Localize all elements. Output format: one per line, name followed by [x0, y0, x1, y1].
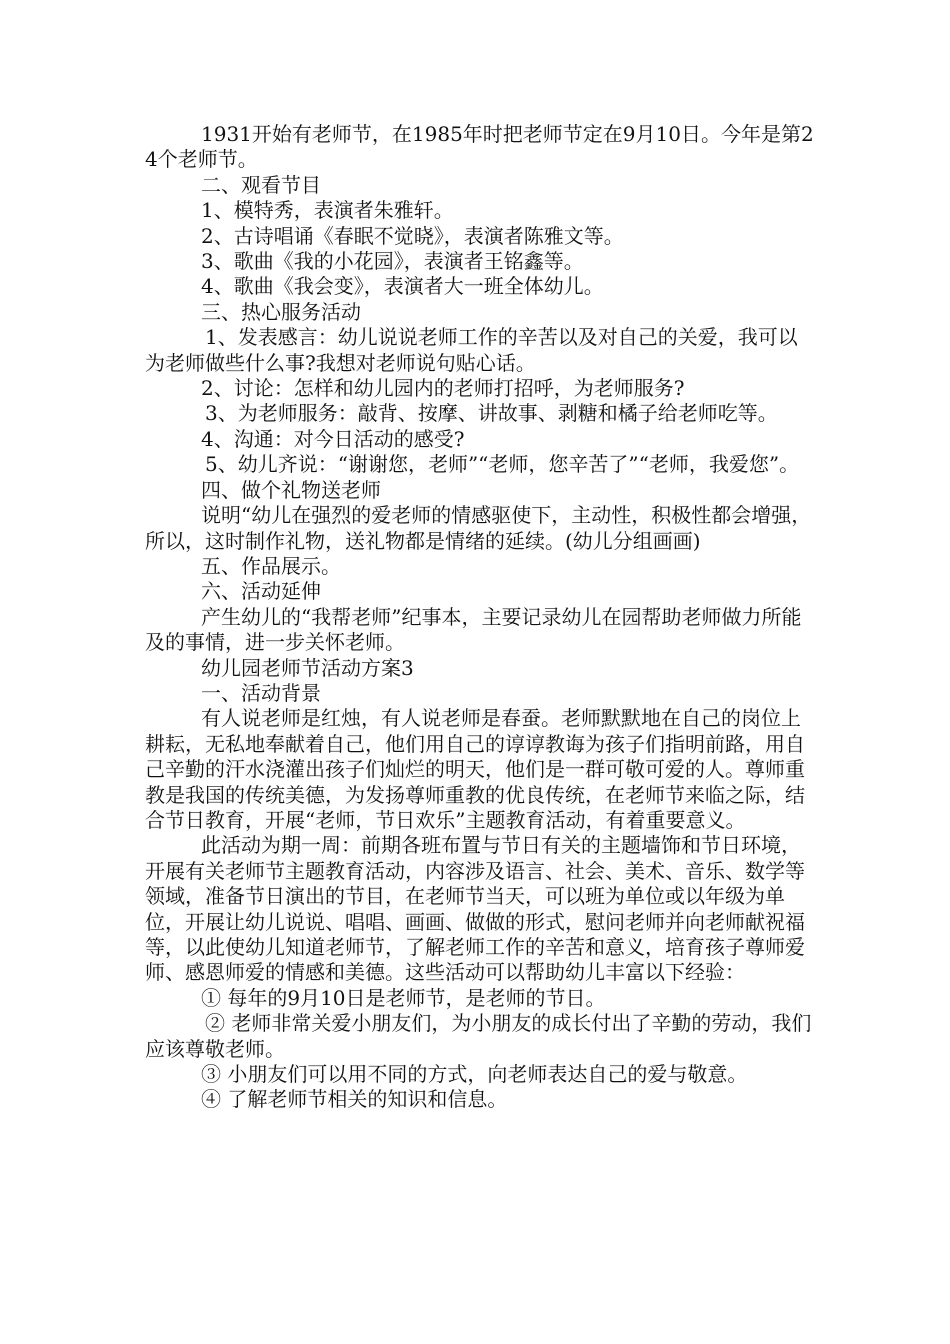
- list-item: ④ 了解老师节相关的知识和信息。: [201, 1087, 508, 1112]
- list-item: 3、为老师服务：敲背、按摩、讲故事、剥糖和橘子给老师吃等。: [205, 401, 778, 426]
- list-item: 1、发表感言：幼儿说说老师工作的辛苦以及对自己的关爱，我可以为老师做些什么事?我想对老师说句贴心话。: [145, 325, 798, 375]
- list-item: 2、讨论：怎样和幼儿园内的老师打招呼，为老师服务?: [201, 376, 685, 401]
- paragraph-week-plan: 此活动为期一周：前期各班布置与节日有关的主题墙饰和节日环境，开展有关老师节主题教育活动，内容涉及语言、社会、美术、音乐、数学等领域，准备节日演出的节目，在老师节当天，可以班为单位或以年级为单位，开展让幼儿说说、唱唱、画画、做做的形式，慰问老师并向老师献祝福等，以此使幼儿知道老师节，了解老师工作的辛苦和意义，培育孩子尊师爱师、感恩师爱的情感和美德。这些活动可以帮助幼儿丰富以下经验：: [145, 833, 805, 985]
- list-item: 3、歌曲《我的小花园》，表演者王铭鑫等。: [201, 249, 584, 274]
- list-item: 1、模特秀，表演者朱雅轩。: [201, 198, 454, 223]
- document-page: [145, 122, 815, 1113]
- list-item: ② 老师非常关爱小朋友们，为小朋友的成长付出了辛勤的劳动，我们应该尊敬老师。: [145, 1011, 812, 1061]
- list-item: 2、古诗唱诵《春眠不觉晓》，表演者陈雅文等。: [201, 223, 624, 248]
- paragraph-extension: 产生幼儿的“我帮老师”纪事本，主要记录幼儿在园帮助老师做力所能及的事情，进一步关怀老师。: [145, 604, 802, 655]
- heading-extension: 六、活动延伸: [201, 579, 321, 604]
- list-item: 4、歌曲《我会变》，表演者大一班全体幼儿。: [201, 274, 604, 299]
- list-item: ① 每年的9月10日是老师节，是老师的节日。: [201, 985, 606, 1010]
- heading-background: 一、活动背景: [201, 680, 321, 705]
- section-title: 幼儿园老师节活动方案3: [201, 655, 414, 680]
- paragraph-background: 有人说老师是红烛，有人说老师是春蚕。老师默默地在自己的岗位上耕耘，无私地奉献着自己，他们用自己的谆谆教诲为孩子们指明前路，用自己辛勤的汗水浇灌出孩子们灿烂的明天，他们是一群可敬可爱的人。尊师重教是我国的传统美德，为发扬尊师重教的优良传统，在老师节来临之际，结合节日教育，开展“老师，节日欢乐”主题教育活动，有着重要意义。: [145, 706, 805, 832]
- list-item: 4、沟通：对今日活动的感受?: [201, 426, 465, 451]
- heading-gift: 四、做个礼物送老师: [201, 477, 381, 502]
- list-item: ③ 小朋友们可以用不同的方式，向老师表达自己的爱与敬意。: [201, 1062, 748, 1087]
- heading-exhibition: 五、作品展示。: [201, 553, 341, 578]
- heading-service-activity: 三、热心服务活动: [201, 299, 361, 324]
- heading-watch-program: 二、观看节目: [201, 172, 321, 197]
- paragraph-intro: 1931开始有老师节，在1985年时把老师节定在9月10日。今年是第24个老师节。: [145, 122, 814, 172]
- list-item: 5、幼儿齐说：“谢谢您，老师”“老师，您辛苦了”“老师，我爱您”。: [205, 452, 800, 477]
- paragraph-gift: 说明“幼儿在强烈的爱老师的情感驱使下，主动性，积极性都会增强，所以，这时制作礼物，送礼物都是情绪的延续。(幼儿分组画画): [145, 503, 812, 553]
